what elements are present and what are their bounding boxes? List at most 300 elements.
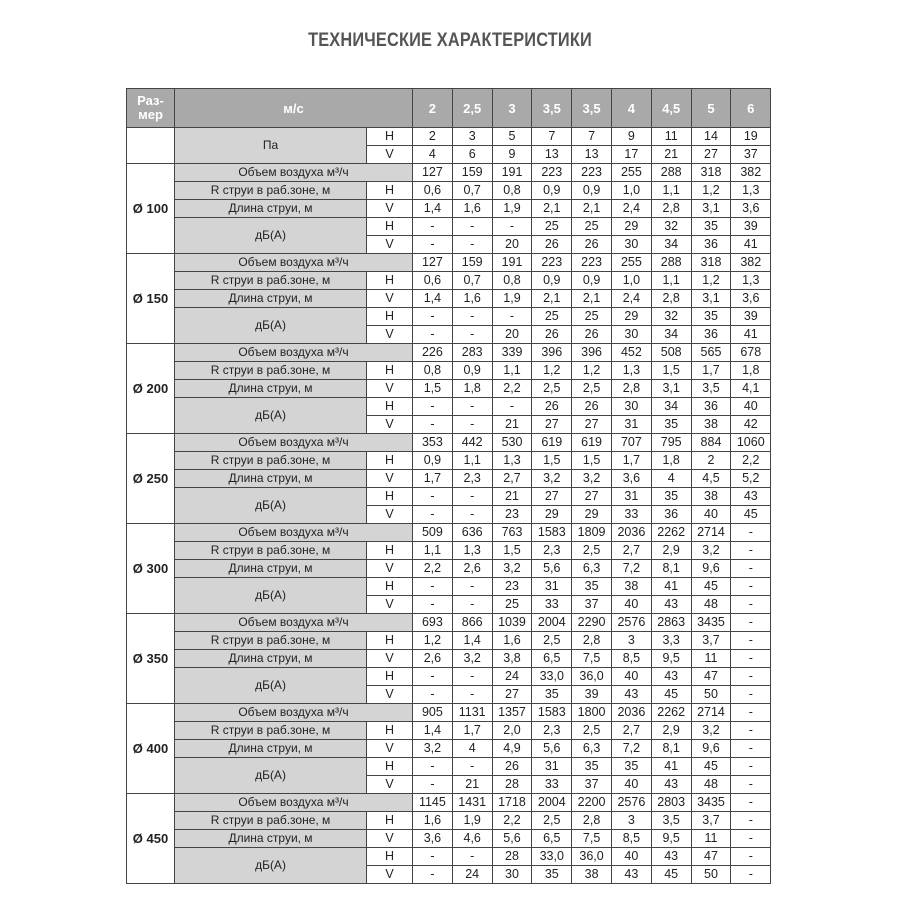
- length-value: 2,1: [572, 200, 612, 218]
- db-v-value: -: [413, 506, 453, 524]
- header-speed: м/с: [175, 89, 413, 128]
- db-v-value: 35: [651, 416, 691, 434]
- radius-value: 1,8: [651, 452, 691, 470]
- db-v-value: 37: [572, 776, 612, 794]
- db-label: дБ(А): [175, 488, 367, 524]
- db-h-value: 40: [611, 668, 651, 686]
- db-v-value: 41: [731, 236, 771, 254]
- db-h-value: -: [413, 758, 453, 776]
- length-value: 3,6: [611, 470, 651, 488]
- radius-value: 1,8: [731, 362, 771, 380]
- pressure-h-value: 2: [413, 128, 453, 146]
- radius-row: [127, 182, 771, 200]
- length-value: 2,6: [413, 650, 453, 668]
- volume-value: 1800: [572, 704, 612, 722]
- orientation-h: H: [367, 272, 413, 290]
- db-h-value: 39: [731, 218, 771, 236]
- volume-value: 1131: [452, 704, 492, 722]
- db-v-value: 43: [651, 596, 691, 614]
- volume-value: 2004: [532, 614, 572, 632]
- db-h-value: -: [413, 488, 453, 506]
- db-h-value: 27: [532, 488, 572, 506]
- volume-value: 2863: [651, 614, 691, 632]
- radius-value: 1,1: [651, 272, 691, 290]
- volume-value: 255: [611, 254, 651, 272]
- header-speed-value: 2,5: [452, 89, 492, 128]
- length-row: [127, 830, 771, 848]
- db-h-value: -: [413, 848, 453, 866]
- pressure-h-value: 9: [611, 128, 651, 146]
- length-value: 3,6: [731, 200, 771, 218]
- length-value: 5,6: [492, 830, 532, 848]
- volume-value: 2576: [611, 794, 651, 812]
- radius-value: 1,3: [452, 542, 492, 560]
- volume-label: Объем воздуха м³/ч: [175, 794, 413, 812]
- radius-value: 3,2: [691, 722, 731, 740]
- radius-value: 1,9: [452, 812, 492, 830]
- volume-value: 452: [611, 344, 651, 362]
- length-value: 4,6: [452, 830, 492, 848]
- length-value: 7,5: [572, 830, 612, 848]
- volume-value: 382: [731, 254, 771, 272]
- length-value: 6,3: [572, 740, 612, 758]
- radius-row: [127, 272, 771, 290]
- db-v-value: 36: [651, 506, 691, 524]
- db-v-value: 50: [691, 686, 731, 704]
- db-v-value: -: [731, 776, 771, 794]
- radius-row: [127, 452, 771, 470]
- length-value: 2,5: [572, 380, 612, 398]
- db-v-value: 28: [492, 776, 532, 794]
- orientation-h: H: [367, 452, 413, 470]
- volume-row: [127, 614, 771, 632]
- length-label: Длина струи, м: [175, 560, 367, 578]
- volume-value: 288: [651, 254, 691, 272]
- radius-value: 1,5: [532, 452, 572, 470]
- length-value: -: [731, 830, 771, 848]
- pressure-v-value: 37: [731, 146, 771, 164]
- db-v-value: 33: [611, 506, 651, 524]
- volume-value: 223: [532, 164, 572, 182]
- db-h-value: -: [452, 218, 492, 236]
- header-size: Раз-мер: [127, 89, 175, 128]
- db-v-value: 24: [452, 866, 492, 884]
- radius-value: 1,2: [572, 362, 612, 380]
- db-h-value: -: [413, 668, 453, 686]
- orientation-h: H: [367, 308, 413, 326]
- length-value: 2,4: [611, 290, 651, 308]
- db-h-value: 45: [691, 758, 731, 776]
- db-v-value: 36: [691, 236, 731, 254]
- db-v-value: 20: [492, 326, 532, 344]
- orientation-v: V: [367, 560, 413, 578]
- radius-value: 0,9: [532, 182, 572, 200]
- db-v-value: 27: [572, 416, 612, 434]
- radius-value: 0,6: [413, 272, 453, 290]
- orientation-v: V: [367, 380, 413, 398]
- length-value: 4: [651, 470, 691, 488]
- db-v-value: 48: [691, 596, 731, 614]
- db-label: дБ(А): [175, 578, 367, 614]
- db-h-value: 33,0: [532, 668, 572, 686]
- db-v-value: 34: [651, 326, 691, 344]
- db-v-value: -: [452, 326, 492, 344]
- db-h-value: 24: [492, 668, 532, 686]
- db-h-value: 43: [731, 488, 771, 506]
- radius-value: 1,0: [611, 272, 651, 290]
- volume-value: 318: [691, 254, 731, 272]
- db-label: дБ(А): [175, 848, 367, 884]
- length-value: 1,9: [492, 200, 532, 218]
- db-h-value: -: [492, 398, 532, 416]
- volume-row: [127, 794, 771, 812]
- volume-value: -: [731, 794, 771, 812]
- db-v-value: -: [413, 416, 453, 434]
- length-value: 5,2: [731, 470, 771, 488]
- length-value: 3,5: [691, 380, 731, 398]
- volume-value: -: [731, 704, 771, 722]
- length-value: 3,6: [731, 290, 771, 308]
- db-label: дБ(А): [175, 308, 367, 344]
- length-value: 3,2: [492, 560, 532, 578]
- radius-value: 0,9: [572, 272, 612, 290]
- db-label: дБ(А): [175, 398, 367, 434]
- radius-value: 0,8: [413, 362, 453, 380]
- radius-value: 0,9: [413, 452, 453, 470]
- db-h-value: -: [452, 848, 492, 866]
- radius-label: R струи в раб.зоне, м: [175, 272, 367, 290]
- volume-row: [127, 524, 771, 542]
- volume-value: 159: [452, 254, 492, 272]
- radius-value: 1,3: [492, 452, 532, 470]
- volume-value: 382: [731, 164, 771, 182]
- orientation-h: H: [367, 128, 413, 146]
- volume-value: 619: [572, 434, 612, 452]
- orientation-h: H: [367, 812, 413, 830]
- volume-value: 509: [413, 524, 453, 542]
- radius-row: [127, 362, 771, 380]
- volume-value: 1718: [492, 794, 532, 812]
- radius-value: 1,1: [492, 362, 532, 380]
- db-h-value: 35: [651, 488, 691, 506]
- orientation-v: V: [367, 146, 413, 164]
- db-v-value: 40: [691, 506, 731, 524]
- db-h-value: -: [452, 758, 492, 776]
- db-h-value: 29: [611, 218, 651, 236]
- radius-value: 1,2: [532, 362, 572, 380]
- volume-value: 3435: [691, 794, 731, 812]
- db-h-value: 26: [492, 758, 532, 776]
- volume-value: 1145: [413, 794, 453, 812]
- orientation-h: H: [367, 668, 413, 686]
- radius-value: 2,7: [611, 542, 651, 560]
- db-v-value: -: [413, 686, 453, 704]
- length-value: 2,3: [452, 470, 492, 488]
- volume-value: 2290: [572, 614, 612, 632]
- db-label: дБ(А): [175, 668, 367, 704]
- length-row: [127, 290, 771, 308]
- orientation-v: V: [367, 470, 413, 488]
- length-value: 8,5: [611, 830, 651, 848]
- db-v-value: 43: [611, 866, 651, 884]
- db-v-value: 27: [532, 416, 572, 434]
- header-speed-value: 4,5: [651, 89, 691, 128]
- db-h-value: -: [492, 308, 532, 326]
- orientation-v: V: [367, 416, 413, 434]
- volume-value: 318: [691, 164, 731, 182]
- size-label: Ø 450: [127, 794, 175, 884]
- db-h-value: -: [413, 218, 453, 236]
- volume-value: 226: [413, 344, 453, 362]
- radius-value: 1,2: [413, 632, 453, 650]
- db-v-value: 20: [492, 236, 532, 254]
- length-value: 5,6: [532, 560, 572, 578]
- pressure-h-value: 11: [651, 128, 691, 146]
- db-h-value: 41: [651, 758, 691, 776]
- db-v-value: 30: [611, 236, 651, 254]
- db-v-value: 40: [611, 776, 651, 794]
- radius-value: 2,0: [492, 722, 532, 740]
- length-value: 3,1: [691, 200, 731, 218]
- volume-value: 2714: [691, 704, 731, 722]
- radius-value: 1,1: [452, 452, 492, 470]
- db-v-value: -: [452, 506, 492, 524]
- radius-value: 1,7: [452, 722, 492, 740]
- radius-value: 3: [611, 812, 651, 830]
- db-v-value: 26: [572, 326, 612, 344]
- db-v-value: 45: [651, 686, 691, 704]
- length-row: [127, 560, 771, 578]
- db-v-value: 27: [492, 686, 532, 704]
- radius-value: 2: [691, 452, 731, 470]
- db-v-value: -: [452, 596, 492, 614]
- db-h-value: 31: [611, 488, 651, 506]
- radius-label: R струи в раб.зоне, м: [175, 542, 367, 560]
- volume-value: 1583: [532, 524, 572, 542]
- volume-value: 2262: [651, 524, 691, 542]
- db-v-value: 29: [532, 506, 572, 524]
- radius-value: 1,1: [413, 542, 453, 560]
- radius-value: 2,9: [651, 542, 691, 560]
- length-row: [127, 200, 771, 218]
- length-value: 3,2: [532, 470, 572, 488]
- length-value: 9,6: [691, 740, 731, 758]
- pressure-h-value: 19: [731, 128, 771, 146]
- volume-label: Объем воздуха м³/ч: [175, 704, 413, 722]
- volume-value: 159: [452, 164, 492, 182]
- length-value: 11: [691, 650, 731, 668]
- db-v-value: -: [731, 596, 771, 614]
- length-value: 3,8: [492, 650, 532, 668]
- orientation-h: H: [367, 182, 413, 200]
- db-v-value: 36: [691, 326, 731, 344]
- db-h-value: 34: [651, 398, 691, 416]
- length-value: 2,1: [532, 290, 572, 308]
- db-row-h: [127, 668, 771, 686]
- db-v-value: 34: [651, 236, 691, 254]
- db-h-value: -: [731, 758, 771, 776]
- length-value: 1,5: [413, 380, 453, 398]
- length-label: Длина струи, м: [175, 830, 367, 848]
- volume-value: 905: [413, 704, 453, 722]
- pressure-v-value: 13: [572, 146, 612, 164]
- orientation-v: V: [367, 200, 413, 218]
- length-label: Длина струи, м: [175, 650, 367, 668]
- pressure-v-value: 13: [532, 146, 572, 164]
- db-row-h: [127, 488, 771, 506]
- length-value: 4,9: [492, 740, 532, 758]
- orientation-v: V: [367, 830, 413, 848]
- spec-table: [126, 88, 771, 884]
- radius-value: 2,9: [651, 722, 691, 740]
- db-h-value: -: [731, 668, 771, 686]
- db-h-value: -: [492, 218, 532, 236]
- db-label: дБ(А): [175, 218, 367, 254]
- size-label: Ø 350: [127, 614, 175, 704]
- pressure-h-value: 3: [452, 128, 492, 146]
- volume-row: [127, 164, 771, 182]
- pressure-size-cell: [127, 128, 175, 164]
- db-h-value: -: [413, 308, 453, 326]
- db-h-value: -: [452, 578, 492, 596]
- db-h-value: 31: [532, 758, 572, 776]
- db-v-value: 42: [731, 416, 771, 434]
- radius-label: R струи в раб.зоне, м: [175, 182, 367, 200]
- volume-value: 2036: [611, 524, 651, 542]
- volume-row: [127, 434, 771, 452]
- db-h-value: -: [452, 668, 492, 686]
- db-h-value: -: [731, 848, 771, 866]
- length-value: 8,1: [651, 740, 691, 758]
- db-h-value: 26: [532, 398, 572, 416]
- db-v-value: 48: [691, 776, 731, 794]
- length-value: 1,4: [413, 200, 453, 218]
- db-row-h: [127, 578, 771, 596]
- db-row-h: [127, 848, 771, 866]
- db-h-value: 26: [572, 398, 612, 416]
- volume-value: 2262: [651, 704, 691, 722]
- volume-value: 678: [731, 344, 771, 362]
- header-speed-value: 2: [413, 89, 453, 128]
- radius-label: R струи в раб.зоне, м: [175, 362, 367, 380]
- db-h-value: 21: [492, 488, 532, 506]
- pressure-label: Па: [175, 128, 367, 164]
- length-value: 3,1: [691, 290, 731, 308]
- radius-value: 0,8: [492, 182, 532, 200]
- pressure-h-value: 5: [492, 128, 532, 146]
- db-v-value: -: [413, 326, 453, 344]
- pressure-h-value: 14: [691, 128, 731, 146]
- length-value: 11: [691, 830, 731, 848]
- header-speed-value: 3,5: [532, 89, 572, 128]
- radius-value: -: [731, 722, 771, 740]
- radius-value: 0,7: [452, 182, 492, 200]
- db-h-value: 47: [691, 848, 731, 866]
- radius-value: 2,7: [611, 722, 651, 740]
- radius-value: 1,4: [413, 722, 453, 740]
- db-v-value: 26: [532, 236, 572, 254]
- length-value: 7,2: [611, 740, 651, 758]
- header-speed-value: 3: [492, 89, 532, 128]
- volume-value: 396: [572, 344, 612, 362]
- db-v-value: -: [413, 236, 453, 254]
- db-row-h: [127, 308, 771, 326]
- length-label: Длина струи, м: [175, 740, 367, 758]
- orientation-h: H: [367, 632, 413, 650]
- db-v-value: 21: [492, 416, 532, 434]
- db-h-value: 45: [691, 578, 731, 596]
- db-h-value: -: [452, 308, 492, 326]
- header-speed-value: 3,5: [572, 89, 612, 128]
- pressure-v-value: 21: [651, 146, 691, 164]
- db-v-value: 33: [532, 596, 572, 614]
- length-value: 1,4: [413, 290, 453, 308]
- db-h-value: -: [413, 578, 453, 596]
- length-value: 9,6: [691, 560, 731, 578]
- length-value: 3,2: [572, 470, 612, 488]
- pressure-h-value: 7: [532, 128, 572, 146]
- db-v-value: 35: [532, 866, 572, 884]
- db-v-value: -: [413, 866, 453, 884]
- radius-row: [127, 632, 771, 650]
- radius-value: 1,1: [651, 182, 691, 200]
- radius-value: 0,9: [532, 272, 572, 290]
- radius-value: 1,7: [691, 362, 731, 380]
- orientation-h: H: [367, 218, 413, 236]
- db-v-value: 29: [572, 506, 612, 524]
- db-v-value: 50: [691, 866, 731, 884]
- volume-value: 442: [452, 434, 492, 452]
- orientation-v: V: [367, 506, 413, 524]
- db-h-value: 35: [572, 578, 612, 596]
- radius-value: 3,2: [691, 542, 731, 560]
- volume-row: [127, 704, 771, 722]
- volume-value: 1060: [731, 434, 771, 452]
- db-h-value: 43: [651, 668, 691, 686]
- volume-value: 288: [651, 164, 691, 182]
- length-value: 4: [452, 740, 492, 758]
- pressure-h-value: 7: [572, 128, 612, 146]
- radius-value: 0,6: [413, 182, 453, 200]
- radius-row: [127, 542, 771, 560]
- orientation-h: H: [367, 488, 413, 506]
- length-value: 9,5: [651, 830, 691, 848]
- db-v-value: 26: [572, 236, 612, 254]
- db-h-value: 36,0: [572, 668, 612, 686]
- db-v-value: 30: [611, 326, 651, 344]
- length-value: 8,1: [651, 560, 691, 578]
- volume-row: [127, 254, 771, 272]
- db-h-value: 43: [651, 848, 691, 866]
- orientation-v: V: [367, 290, 413, 308]
- orientation-h: H: [367, 578, 413, 596]
- radius-value: 1,6: [413, 812, 453, 830]
- orientation-v: V: [367, 650, 413, 668]
- volume-value: 866: [452, 614, 492, 632]
- db-h-value: 38: [691, 488, 731, 506]
- size-label: Ø 100: [127, 164, 175, 254]
- db-row-h: [127, 398, 771, 416]
- length-label: Длина струи, м: [175, 200, 367, 218]
- db-v-value: 43: [651, 776, 691, 794]
- db-v-value: -: [413, 776, 453, 794]
- db-h-value: 41: [651, 578, 691, 596]
- volume-value: 508: [651, 344, 691, 362]
- volume-label: Объем воздуха м³/ч: [175, 164, 413, 182]
- db-v-value: 30: [492, 866, 532, 884]
- volume-value: 396: [532, 344, 572, 362]
- volume-value: 1583: [532, 704, 572, 722]
